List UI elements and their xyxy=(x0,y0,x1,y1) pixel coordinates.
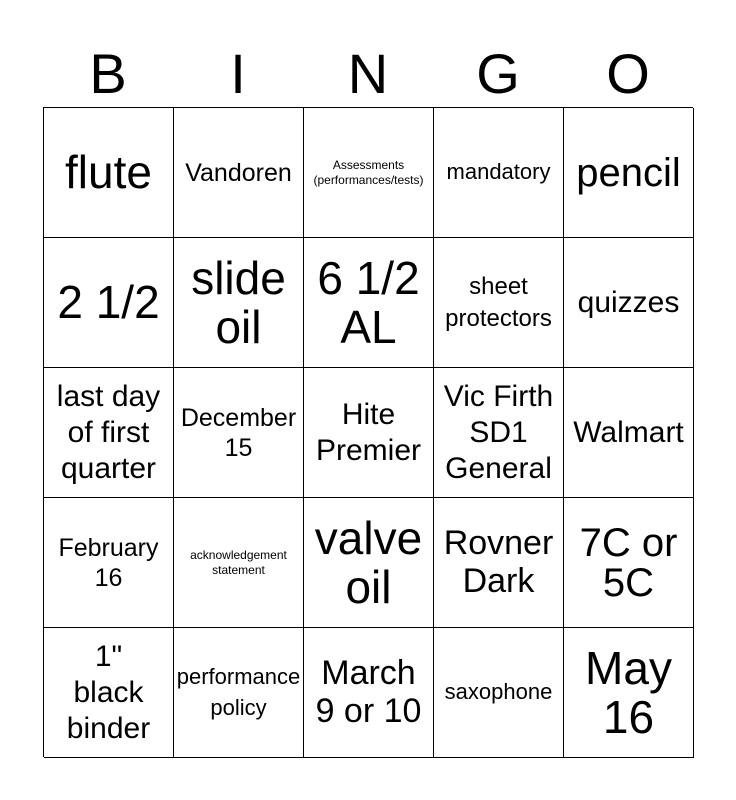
cell-text: Hite Premier xyxy=(315,397,421,467)
cell-text: 7C or 5C xyxy=(579,520,678,605)
cell-text: Rovner Dark xyxy=(443,524,554,600)
bingo-cell[interactable] xyxy=(564,628,694,758)
cell-text: Walmart xyxy=(573,415,684,449)
cell-text: valve oil xyxy=(314,512,423,613)
bingo-cell[interactable] xyxy=(434,628,564,758)
cell-text: quizzes xyxy=(577,285,680,319)
bingo-cell[interactable] xyxy=(304,238,434,368)
cell-text: December 15 xyxy=(180,403,297,462)
cell-text: March 9 or 10 xyxy=(315,654,422,730)
bingo-grid xyxy=(43,107,693,757)
bingo-cell[interactable] xyxy=(174,108,304,238)
cell-text: May 16 xyxy=(585,642,672,743)
header-letter-n: N xyxy=(347,42,389,105)
bingo-cell[interactable] xyxy=(44,238,174,368)
bingo-cell[interactable] xyxy=(174,368,304,498)
cell-text: pencil xyxy=(576,150,681,195)
cell-text: saxophone xyxy=(444,679,553,705)
bingo-cell[interactable] xyxy=(44,628,174,758)
cell-text: sheet protectors xyxy=(445,273,552,332)
cell-text: acknowledgement statement xyxy=(190,548,287,577)
bingo-cell[interactable] xyxy=(434,238,564,368)
header-letter-o: O xyxy=(606,42,650,105)
cell-text: Vandoren xyxy=(185,158,292,187)
cell-text: Assessments (performances/tests) xyxy=(313,158,424,187)
bingo-cell[interactable] xyxy=(434,108,564,238)
header-letter-g: G xyxy=(476,42,520,105)
bingo-cell[interactable] xyxy=(564,368,694,498)
bingo-cell[interactable] xyxy=(564,108,694,238)
cell-text: February 16 xyxy=(58,533,159,592)
bingo-cell[interactable] xyxy=(174,238,304,368)
bingo-cell[interactable] xyxy=(304,628,434,758)
bingo-cell[interactable] xyxy=(434,368,564,498)
bingo-cell[interactable] xyxy=(44,368,174,498)
cell-text: performance policy xyxy=(176,663,301,720)
bingo-header xyxy=(43,40,693,108)
bingo-cell[interactable] xyxy=(304,108,434,238)
bingo-cell[interactable] xyxy=(44,108,174,238)
cell-text: mandatory xyxy=(446,159,551,185)
cell-text: flute xyxy=(65,146,152,199)
bingo-cell[interactable] xyxy=(304,498,434,628)
bingo-cell[interactable] xyxy=(174,498,304,628)
cell-text: slide oil xyxy=(191,252,286,353)
bingo-cell[interactable] xyxy=(44,498,174,628)
bingo-cell[interactable] xyxy=(434,498,564,628)
cell-text: 1" black binder xyxy=(66,639,151,745)
header-letter-b: B xyxy=(89,42,127,105)
cell-text: last day of first quarter xyxy=(56,379,161,485)
cell-text: 6 1/2 AL xyxy=(317,252,420,353)
bingo-cell[interactable] xyxy=(564,238,694,368)
bingo-cell[interactable] xyxy=(564,498,694,628)
cell-text: Vic Firth SD1 General xyxy=(443,379,554,485)
header-letter-i: I xyxy=(230,42,246,105)
bingo-cell[interactable] xyxy=(304,368,434,498)
cell-text: 2 1/2 xyxy=(57,276,160,329)
bingo-cell[interactable] xyxy=(174,628,304,758)
